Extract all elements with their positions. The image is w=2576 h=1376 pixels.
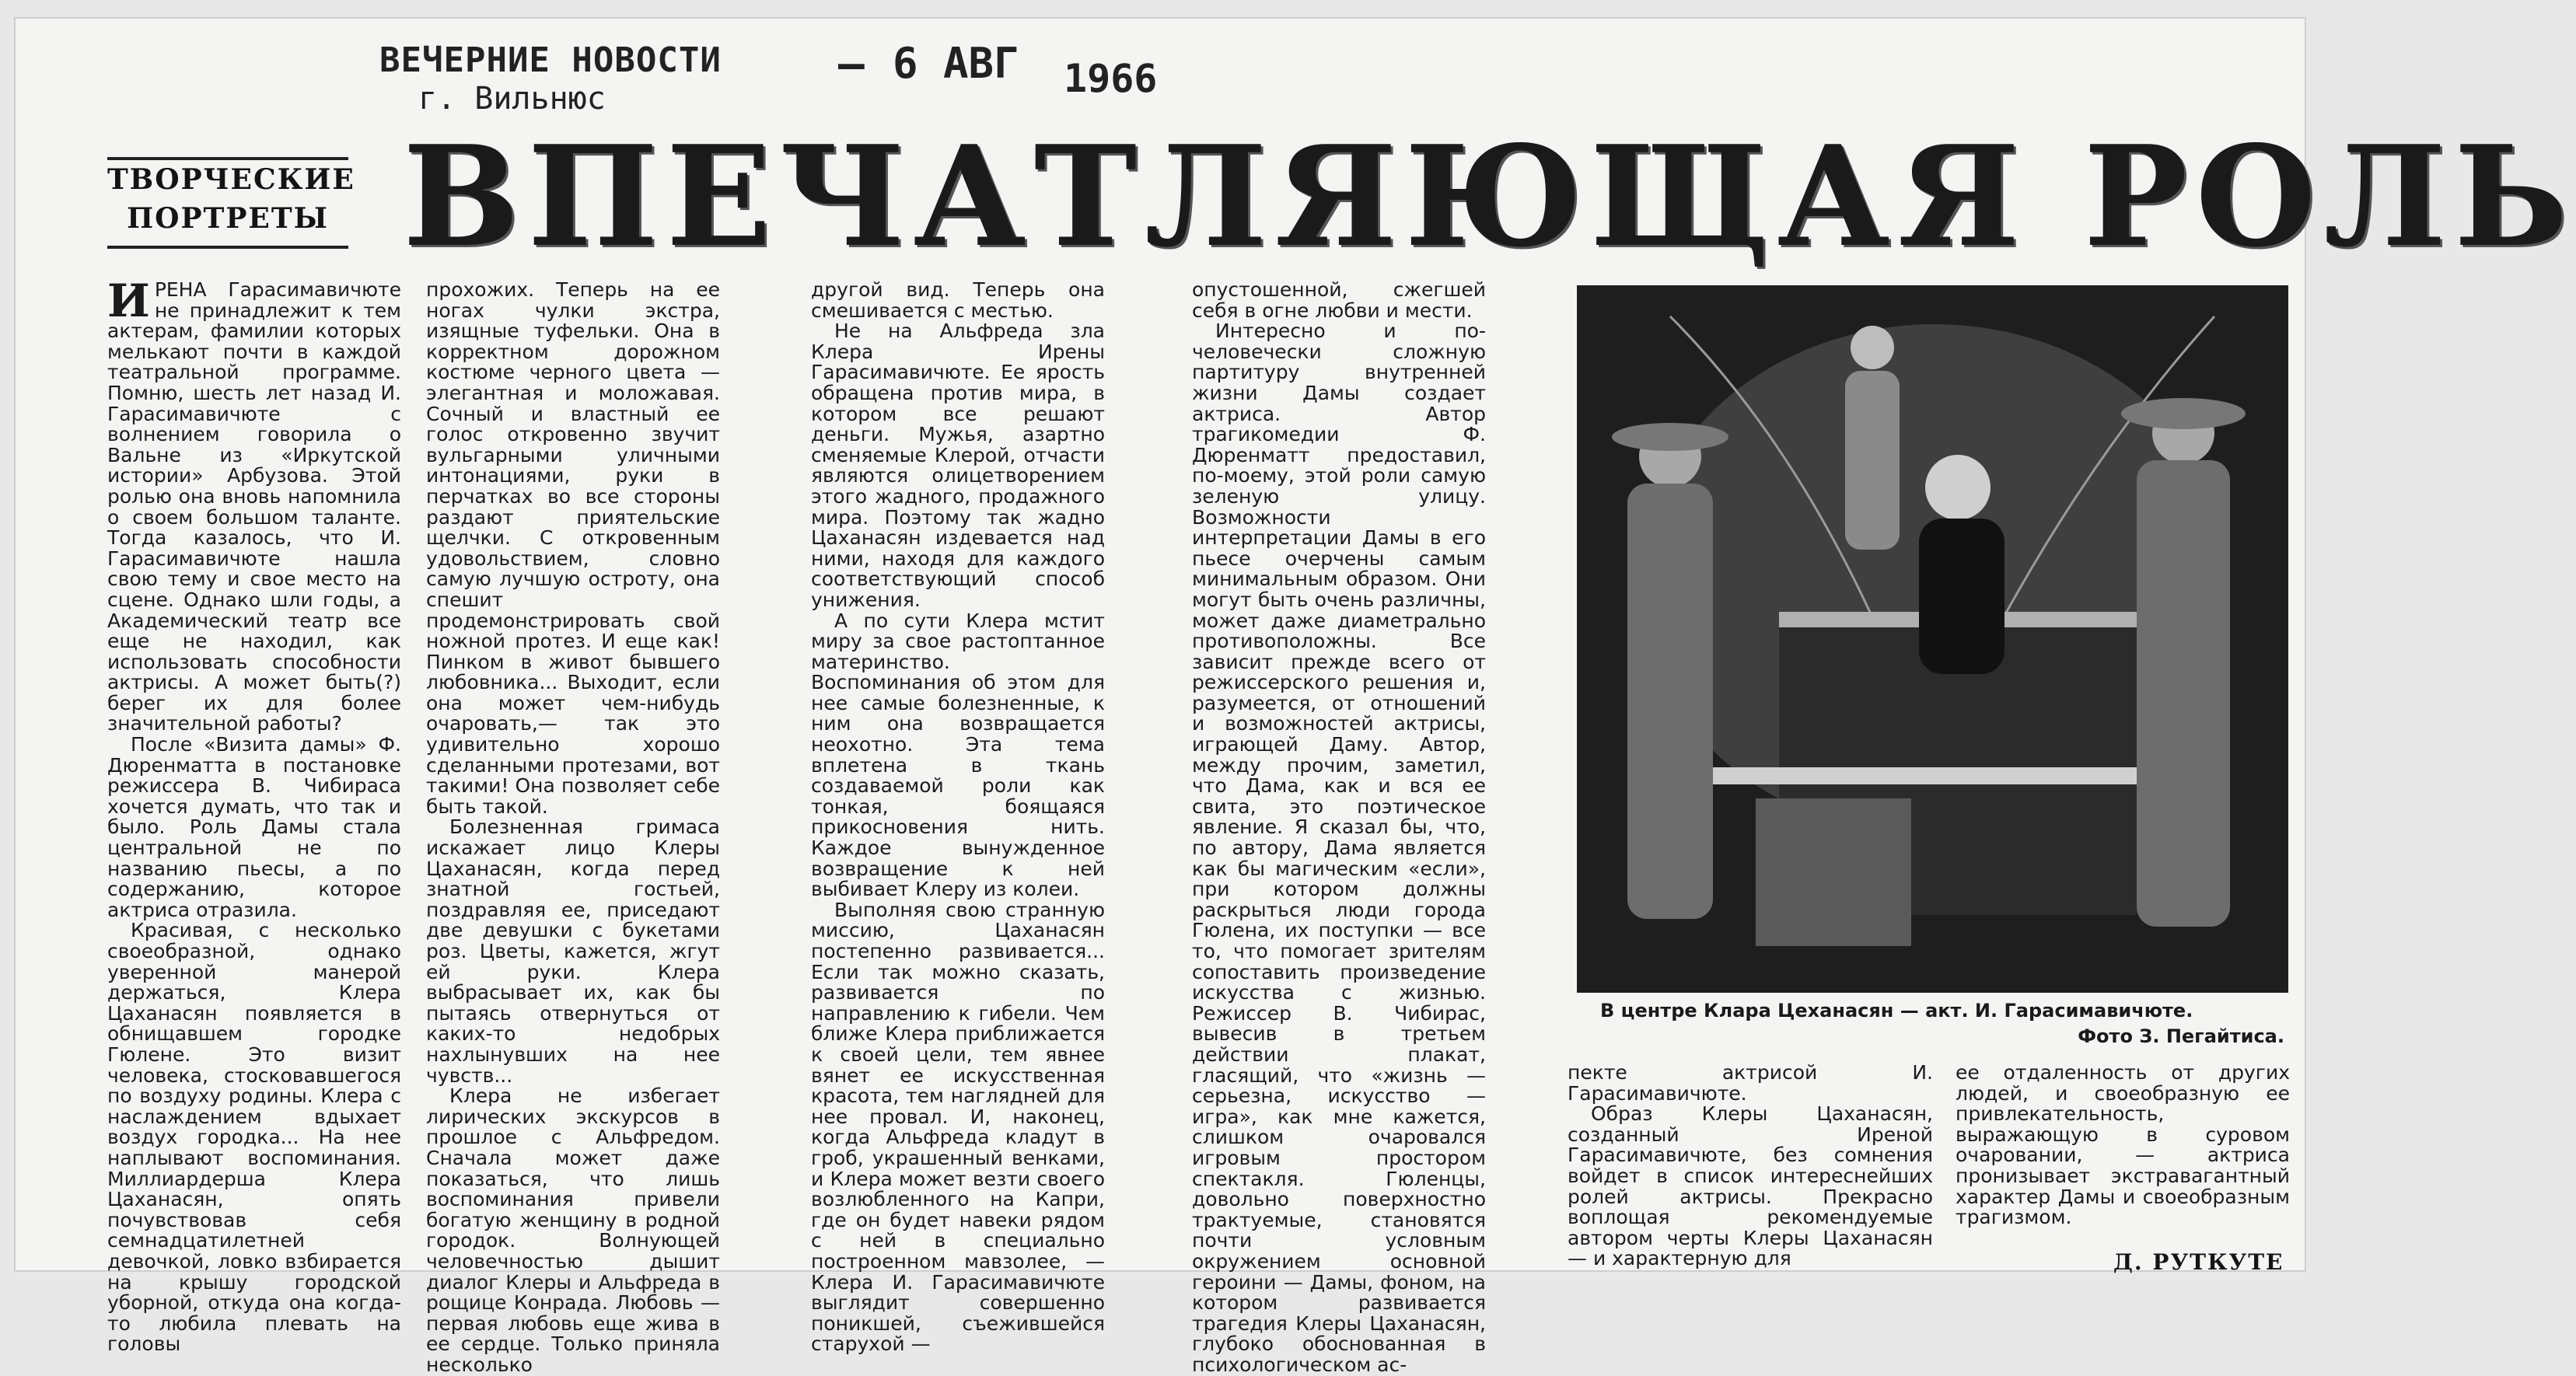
stamp-dash: –	[838, 39, 865, 89]
stamp-date: 6 АВГ	[893, 39, 1019, 88]
paragraph-text: РЕНА Гарасимавичюте не принадлежит к тем актерам, фамилии которых мелькают почти в каждой театральной программе. Помню, шесть лет назад И. Гарасимавичюте с волнением говорила о Вальне из «Иркутской истории» Арбузова. Этой ролью она вновь напомнила о своем большом таланте. Тогда казалось, что И. Гарасимавичюте нашла свою тему и свое место на сцене. Однако шли годы, а Академический театр все еще не находил, как использовать способности актрисы. А может быть(?) берег их для более значительной работы?	[107, 278, 401, 735]
stage-photo-illustration	[1577, 285, 2288, 993]
stamp-year: 1966	[1064, 56, 1158, 101]
newspaper-clipping	[14, 17, 2576, 1376]
paragraph: Болезненная гримаса искажает лицо Клеры Цаханасян, когда перед знатной гостьей, поздравляя ее, приседают две девушки с букетами роз. Цветы, кажется, жгут ей руки. Клера выбрасывает их, как бы пытаясь отвернуться от каких-то недобрых нахлынувших на нее чувств...	[426, 815, 720, 1087]
rubric-line-1: ТВОРЧЕСКИЕ	[107, 163, 355, 196]
paragraph: ее отдаленность от других людей, и своеобразную ее привлекательность, выражающую в суровом очаровании, — актриса пронизывает экстравагантный характер Дамы и своеобразным трагизмом.	[1956, 1061, 2290, 1229]
paragraph: Клера не избегает лирических экскурсов в прошлое с Альфредом. Сначала может даже показаться, что лишь воспоминания привели богатую женщину в родной городок. Волнующей человечностью дышит диалог Клеры и Альфреда в рощице Конрада. Любовь — первая любовь еще жива в ее сердце. Только приняла несколько	[426, 1084, 720, 1376]
article-column-4	[1192, 278, 1486, 1376]
rubric	[107, 157, 355, 249]
article-column-2	[426, 278, 720, 1376]
paragraph: Выполняя свою странную миссию, Цаханасян постепенно развивается... Если так можно сказать, развивается по направлению к гибели. Чем ближе Клера приближается к своей цели, тем явнее вянет ее искусственная красота, тем наглядней для нее провал. И, наконец, когда Альфреда кладут в гроб, украшенный венками, и Клера может везти своего возлюбленного на Капри, где он будет навеки рядом с ней в специально построенном мавзолее, — Клера И. Гарасимавичюте выглядит совершенно поникшей, съежившейся старухой —	[811, 898, 1105, 1356]
paragraph: прохожих. Теперь на ее ногах чулки экстра, изящные туфельки. Она в корректном дорожном костюме черного цвета — элегантная и моложавая. Сочный и властный ее голос откровенно звучит вульгарными уличными интонациями, руки в перчатках во все стороны раздают приятельские щелчки. С откровенным удовольствием, словно самую лучшую остроту, она спешит продемонстрировать свой ножной протез. И еще как! Пинком в живот бывшего любовника... Выходит, если она может чем-нибудь очаровать,— так это удивительно хорошо сделанными протезами, вот такими! Она позволяет себе быть такой.	[426, 278, 720, 818]
article-column-3	[811, 278, 1105, 1356]
article-column-1	[107, 274, 401, 1356]
article-column-5	[1568, 1063, 1933, 1273]
stamp-publication: ВЕЧЕРНИЕ НОВОСТИ	[379, 40, 722, 80]
stage-photo	[1577, 285, 2288, 993]
paragraph: пекте актрисой И. Гарасимавичюте.	[1568, 1061, 1933, 1105]
paragraph: Интересно и по-человечески сложную партитуру внутренней жизни Дамы создает актриса. Автор трагикомедии Ф. Дюренматт предоставил, по-моему, этой роли самую зеленую улицу. Возможности интерпретации Дамы в его пьесе очерчены самым минимальным образом. Они могут быть очень различны, может даже диаметрально противоположны. Все зависит прежде всего от режиссерского решения и, разумеется, от отношений и возможностей актрисы, играющей Даму. Автор, между прочим, заметил, что Дама, как и вся ее свита, это поэтическое явление. Я сказал бы, что, по автору, Дама является как бы магическим «если», при котором должны раскрыться люди города Гюлена, их поступки — все то, что помогает зрителям сопоставить произведение искусства с жизнью. Режиссер В. Чибирас, вывесив в третьем действии плакат, гласящий, что «жизнь — серьезна, искусство — игра», как мне кажется, слишком очаровался игровым простором спектакля. Гюленцы, довольно поверхностно трактуемые, становятся почти условным окружением основной героини — Дамы, фоном, на котором развивается трагедия Клеры Цаханасян, глубоко обоснованная в психологическом ас-	[1192, 320, 1486, 1376]
stamp-city: г. Вильнюс	[418, 81, 606, 117]
photo-credit: Фото З. Пегайтиса.	[2078, 1025, 2284, 1047]
caption-text: В центре Клара Цеханасян — акт. И. Гарасимавичюте.	[1600, 1000, 2193, 1022]
author-signature: Д. РУТКУТЕ	[2113, 1249, 2284, 1275]
paragraph: Образ Клеры Цаханасян, созданный Иреной Гарасимавичюте, без сомнения войдет в список интереснейших ролей актрисы. Прекрасно воплощая рекомендуемые автором черты Клеры Цаханасян — и характерную для	[1568, 1102, 1933, 1270]
photo-caption	[1600, 998, 2284, 1053]
paragraph: другой вид. Теперь она смешивается с местью.	[811, 278, 1105, 322]
rubric-line-2: ПОРТРЕТЫ	[127, 202, 329, 235]
paragraph: А по сути Клера мстит миру за свое растоптанное материнство. Воспоминания об этом для нее самые болезненные, к ним она возвращается неохотно. Эта тема вплетена в ткань создаваемой роли как тонкая, боящаяся прикосновения нить. Каждое вынужденное возвращение к ней выбивает Клеру из колеи.	[811, 609, 1105, 901]
paragraph: Не на Альфреда зла Клера Ирены Гарасимавичюте. Ее ярость обращена против мира, в котором все решают деньги. Мужья, азартно сменяемые Клерой, отчасти являются олицетворением этого жадного, продажного мира. Поэтому так жадно Цаханасян издевается над ними, находя для каждого соответствующий способ унижения.	[811, 320, 1105, 611]
paragraph	[107, 274, 401, 735]
drop-cap: И	[107, 274, 150, 327]
paragraph: После «Визита дамы» Ф. Дюренматта в постановке режиссера В. Чибираса хочется думать, что так и было. Роль Дамы стала центральной не по названию пьесы, а по содержанию, которое актриса отразила.	[107, 733, 401, 921]
article-column-6	[1956, 1063, 2290, 1242]
paragraph: опустошенной, сжегшей себя в огне любви и мести.	[1192, 278, 1486, 322]
paragraph: Красивая, с несколько своеобразной, однако уверенной манерой держаться, Клера Цаханасян появляется в обнищавшем городке Гюлене. Это визит человека, стосковавшегося по воздуху родины. Клера с наслаждением вдыхает воздух городка... На нее наплывают воспоминания. Миллиардерша Клера Цаханасян, опять почувствовав себя семнадцатилетней девочкой, ловко взбирается на крышу городской уборной, откуда она когда-то любила плевать на головы	[107, 919, 401, 1356]
headline: ВПЕЧАТЛЯЮЩАЯ РОЛЬ	[403, 115, 2576, 278]
